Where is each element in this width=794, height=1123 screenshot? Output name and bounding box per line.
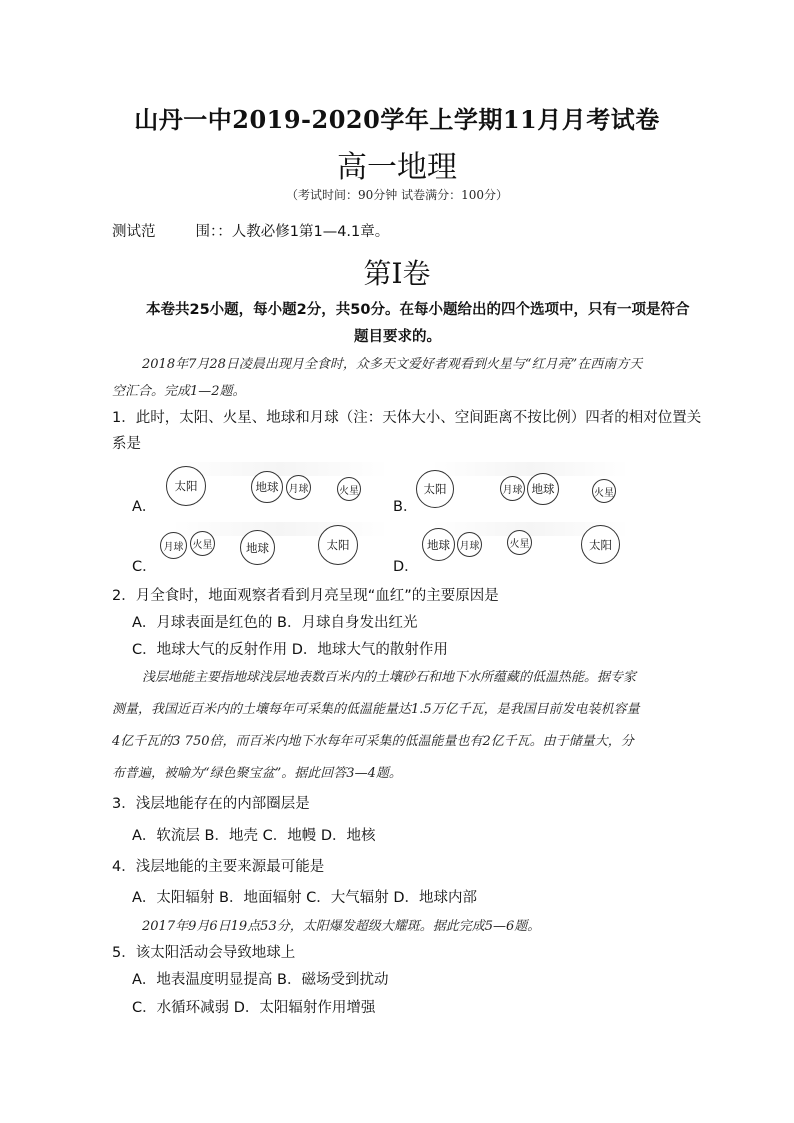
question-4-options[interactable]: A．太阳辐射 B．地面辐射 C．大气辐射 D．地球内部 (132, 890, 477, 906)
passage-1-line-1: 2018年7月28日凌晨出现月全食时，众多天文爱好者观看到火星与“红月亮”在西南方天 (142, 357, 643, 372)
exam-info: （考试时间：90分钟 试卷满分：100分） (286, 188, 508, 202)
mars-body: 火星 (592, 479, 616, 503)
passage-1-line-2: 空汇合。完成1—2题。 (112, 384, 246, 399)
mars-body: 火星 (507, 530, 532, 555)
question-1-stem-line-1: 1．此时，太阳、火星、地球和月球（注：天体大小、空间距离不按比例）四者的相对位置关 (112, 410, 702, 426)
sun-body: 太阳 (166, 466, 206, 506)
option-d-label[interactable]: D． (393, 559, 419, 575)
earth-body: 地球 (422, 528, 455, 561)
question-3-stem: 3．浅层地能存在的内部圈层是 (112, 796, 310, 812)
passage-2-line-4: 布普遍，被喻为“绿色聚宝盆”。据此回答3—4题。 (112, 766, 402, 781)
option-c-label[interactable]: C． (132, 559, 157, 575)
option-a-label[interactable]: A． (132, 499, 157, 515)
volume-heading: 第Ⅰ卷 (363, 257, 431, 290)
question-5-stem: 5．该太阳活动会导致地球上 (112, 945, 296, 961)
moon-body: 月球 (457, 532, 482, 557)
moon-body: 月球 (500, 476, 525, 501)
test-scope (112, 220, 389, 241)
moon-body: 月球 (160, 532, 187, 559)
sun-body: 太阳 (581, 525, 620, 564)
test-scope-suffix: 围：：人教必修1第1—4.1章。 (195, 224, 390, 240)
passage-2-line-3: 4亿千瓦的3 750倍，而百米内地下水每年可采集的低温能量也有2亿千瓦。由于储量大，分 (112, 734, 634, 749)
passage-2-line-1: 浅层地能主要指地球浅层地表数百米内的土壤砂石和地下水所蕴藏的低温热能。据专家 (142, 670, 637, 685)
instructions-line-2: 题目要求的。 (354, 329, 441, 345)
subject-title: 高一地理 (337, 150, 457, 185)
question-3-options[interactable]: A．软流层 B．地壳 C．地幔 D．地核 (132, 828, 376, 844)
exam-title: 山丹一中2019-2020学年上学期11月月考试卷 (134, 105, 660, 134)
question-4-stem: 4．浅层地能的主要来源最可能是 (112, 859, 325, 875)
option-b-label[interactable]: B． (393, 499, 418, 515)
question-1-stem-line-2: 系是 (112, 436, 141, 452)
earth-body: 地球 (527, 473, 559, 505)
sun-body: 太阳 (416, 470, 454, 508)
passage-3-line-1: 2017年9月6日19点53分，太阳爆发超级大耀斑。据此完成5—6题。 (142, 919, 541, 934)
test-scope-prefix: 测试范 (112, 224, 156, 240)
question-5-options-line-2[interactable]: C．水循环减弱 D．太阳辐射作用增强 (132, 1000, 376, 1016)
question-2-options-line-2[interactable]: C．地球大气的反射作用 D．地球大气的散射作用 (132, 642, 448, 658)
earth-body: 地球 (251, 471, 283, 503)
question-2-stem: 2．月全食时，地面观察者看到月亮呈现“血红”的主要原因是 (112, 588, 499, 604)
earth-body: 地球 (240, 530, 275, 565)
sun-body: 太阳 (318, 525, 358, 565)
mars-body: 火星 (190, 531, 215, 556)
instructions-line-1: 本卷共25小题，每小题2分，共50分。在每小题给出的四个选项中，只有一项是符合 (146, 302, 690, 318)
mars-body: 火星 (337, 477, 361, 501)
question-2-options-line-1[interactable]: A．月球表面是红色的 B．月球自身发出红光 (132, 615, 418, 631)
question-5-options-line-1[interactable]: A．地表温度明显提高 B．磁场受到扰动 (132, 972, 389, 988)
moon-body: 月球 (286, 475, 311, 500)
passage-2-line-2: 测量，我国近百米内的土壤每年可采集的低温能量达1.5万亿千瓦，是我国目前发电装机容量 (112, 702, 640, 717)
